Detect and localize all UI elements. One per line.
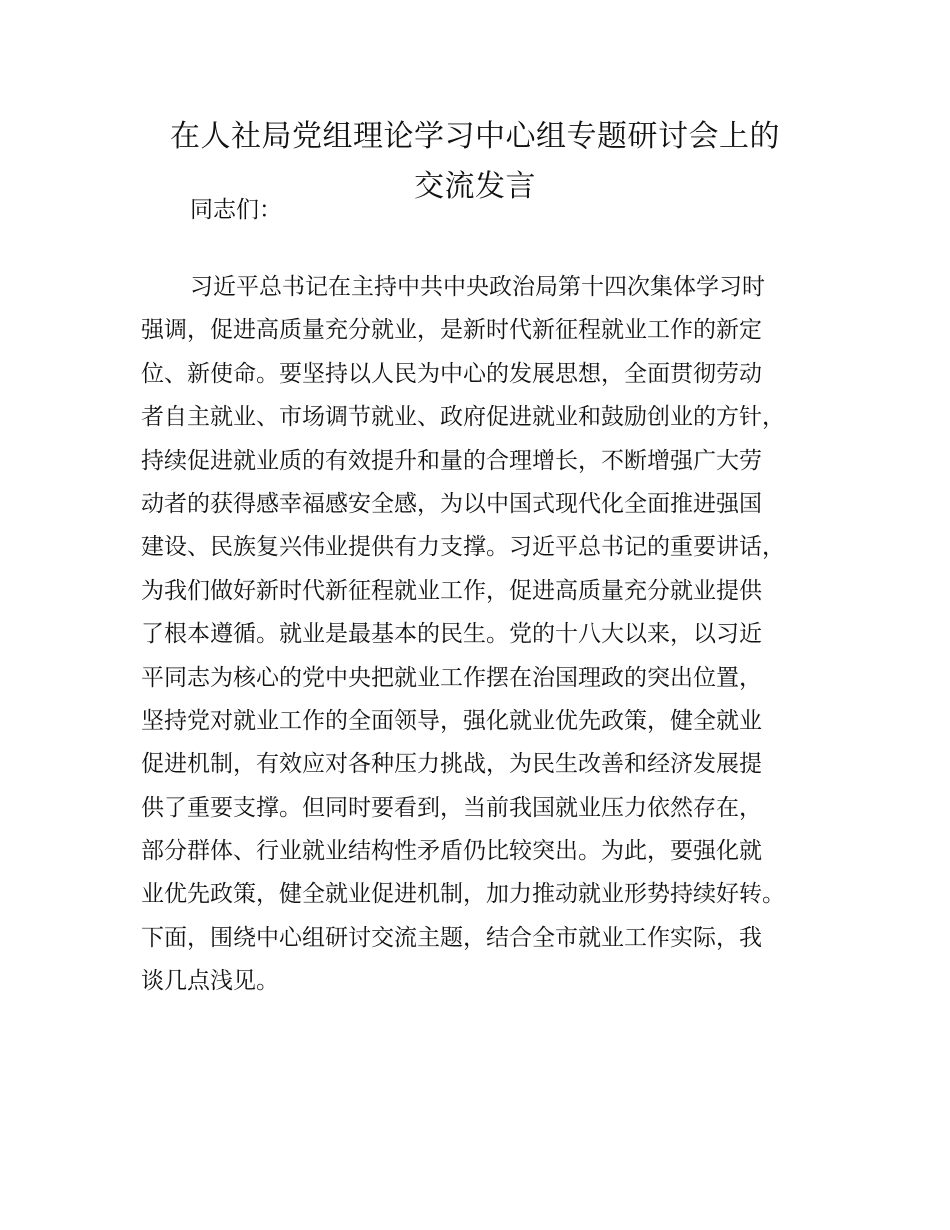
paragraph-line: 供了重要支撑。但同时要看到，当前我国就业压力依然存在， [141, 794, 762, 821]
paragraph-line: 部分群体、行业就业结构性矛盾仍比较突出。为此，要强化就 [141, 838, 762, 865]
paragraph-line: 坚持党对就业工作的全面领导，强化就业优先政策，健全就业 [141, 707, 762, 734]
paragraph-line: 者自主就业、市场调节就业、政府促进就业和鼓励创业的方针， [141, 404, 785, 431]
paragraph-line: 平同志为核心的党中央把就业工作摆在治国理政的突出位置， [141, 664, 762, 691]
paragraph-line: 谈几点浅见。 [141, 968, 279, 995]
paragraph-line: 位、新使命。要坚持以人民为中心的发展思想，全面贯彻劳动 [141, 360, 762, 387]
salutation: 同志们： [190, 197, 282, 223]
title-line: 在人社局党组理论学习中心组专题研讨会上的 [170, 119, 780, 154]
title-line: 交流发言 [414, 169, 536, 204]
paragraph-line: 下面，围绕中心组研讨交流主题，结合全市就业工作实际，我 [141, 924, 762, 951]
paragraph-line: 业优先政策，健全就业促进机制，加力推动就业形势持续好转。 [141, 881, 785, 908]
paragraph-line: 持续促进就业质的有效提升和量的合理增长，不断增强广大劳 [141, 447, 762, 474]
paragraph-line: 动者的获得感幸福感安全感，为以中国式现代化全面推进强国 [141, 490, 762, 517]
paragraph-line: 了根本遵循。就业是最基本的民生。党的十八大以来，以习近 [141, 621, 762, 648]
body-paragraph [141, 266, 841, 1004]
paragraph-line: 习近平总书记在主持中共中央政治局第十四次集体学习时 [190, 274, 765, 300]
paragraph-line: 建设、民族复兴伟业提供有力支撑。习近平总书记的重要讲话， [141, 534, 785, 561]
paragraph-line: 促进机制，有效应对各种压力挑战，为民生改善和经济发展提 [141, 751, 762, 778]
paragraph-line: 强调，促进高质量充分就业，是新时代新征程就业工作的新定 [141, 317, 762, 344]
paragraph-line: 为我们做好新时代新征程就业工作，促进高质量充分就业提供 [141, 577, 762, 604]
